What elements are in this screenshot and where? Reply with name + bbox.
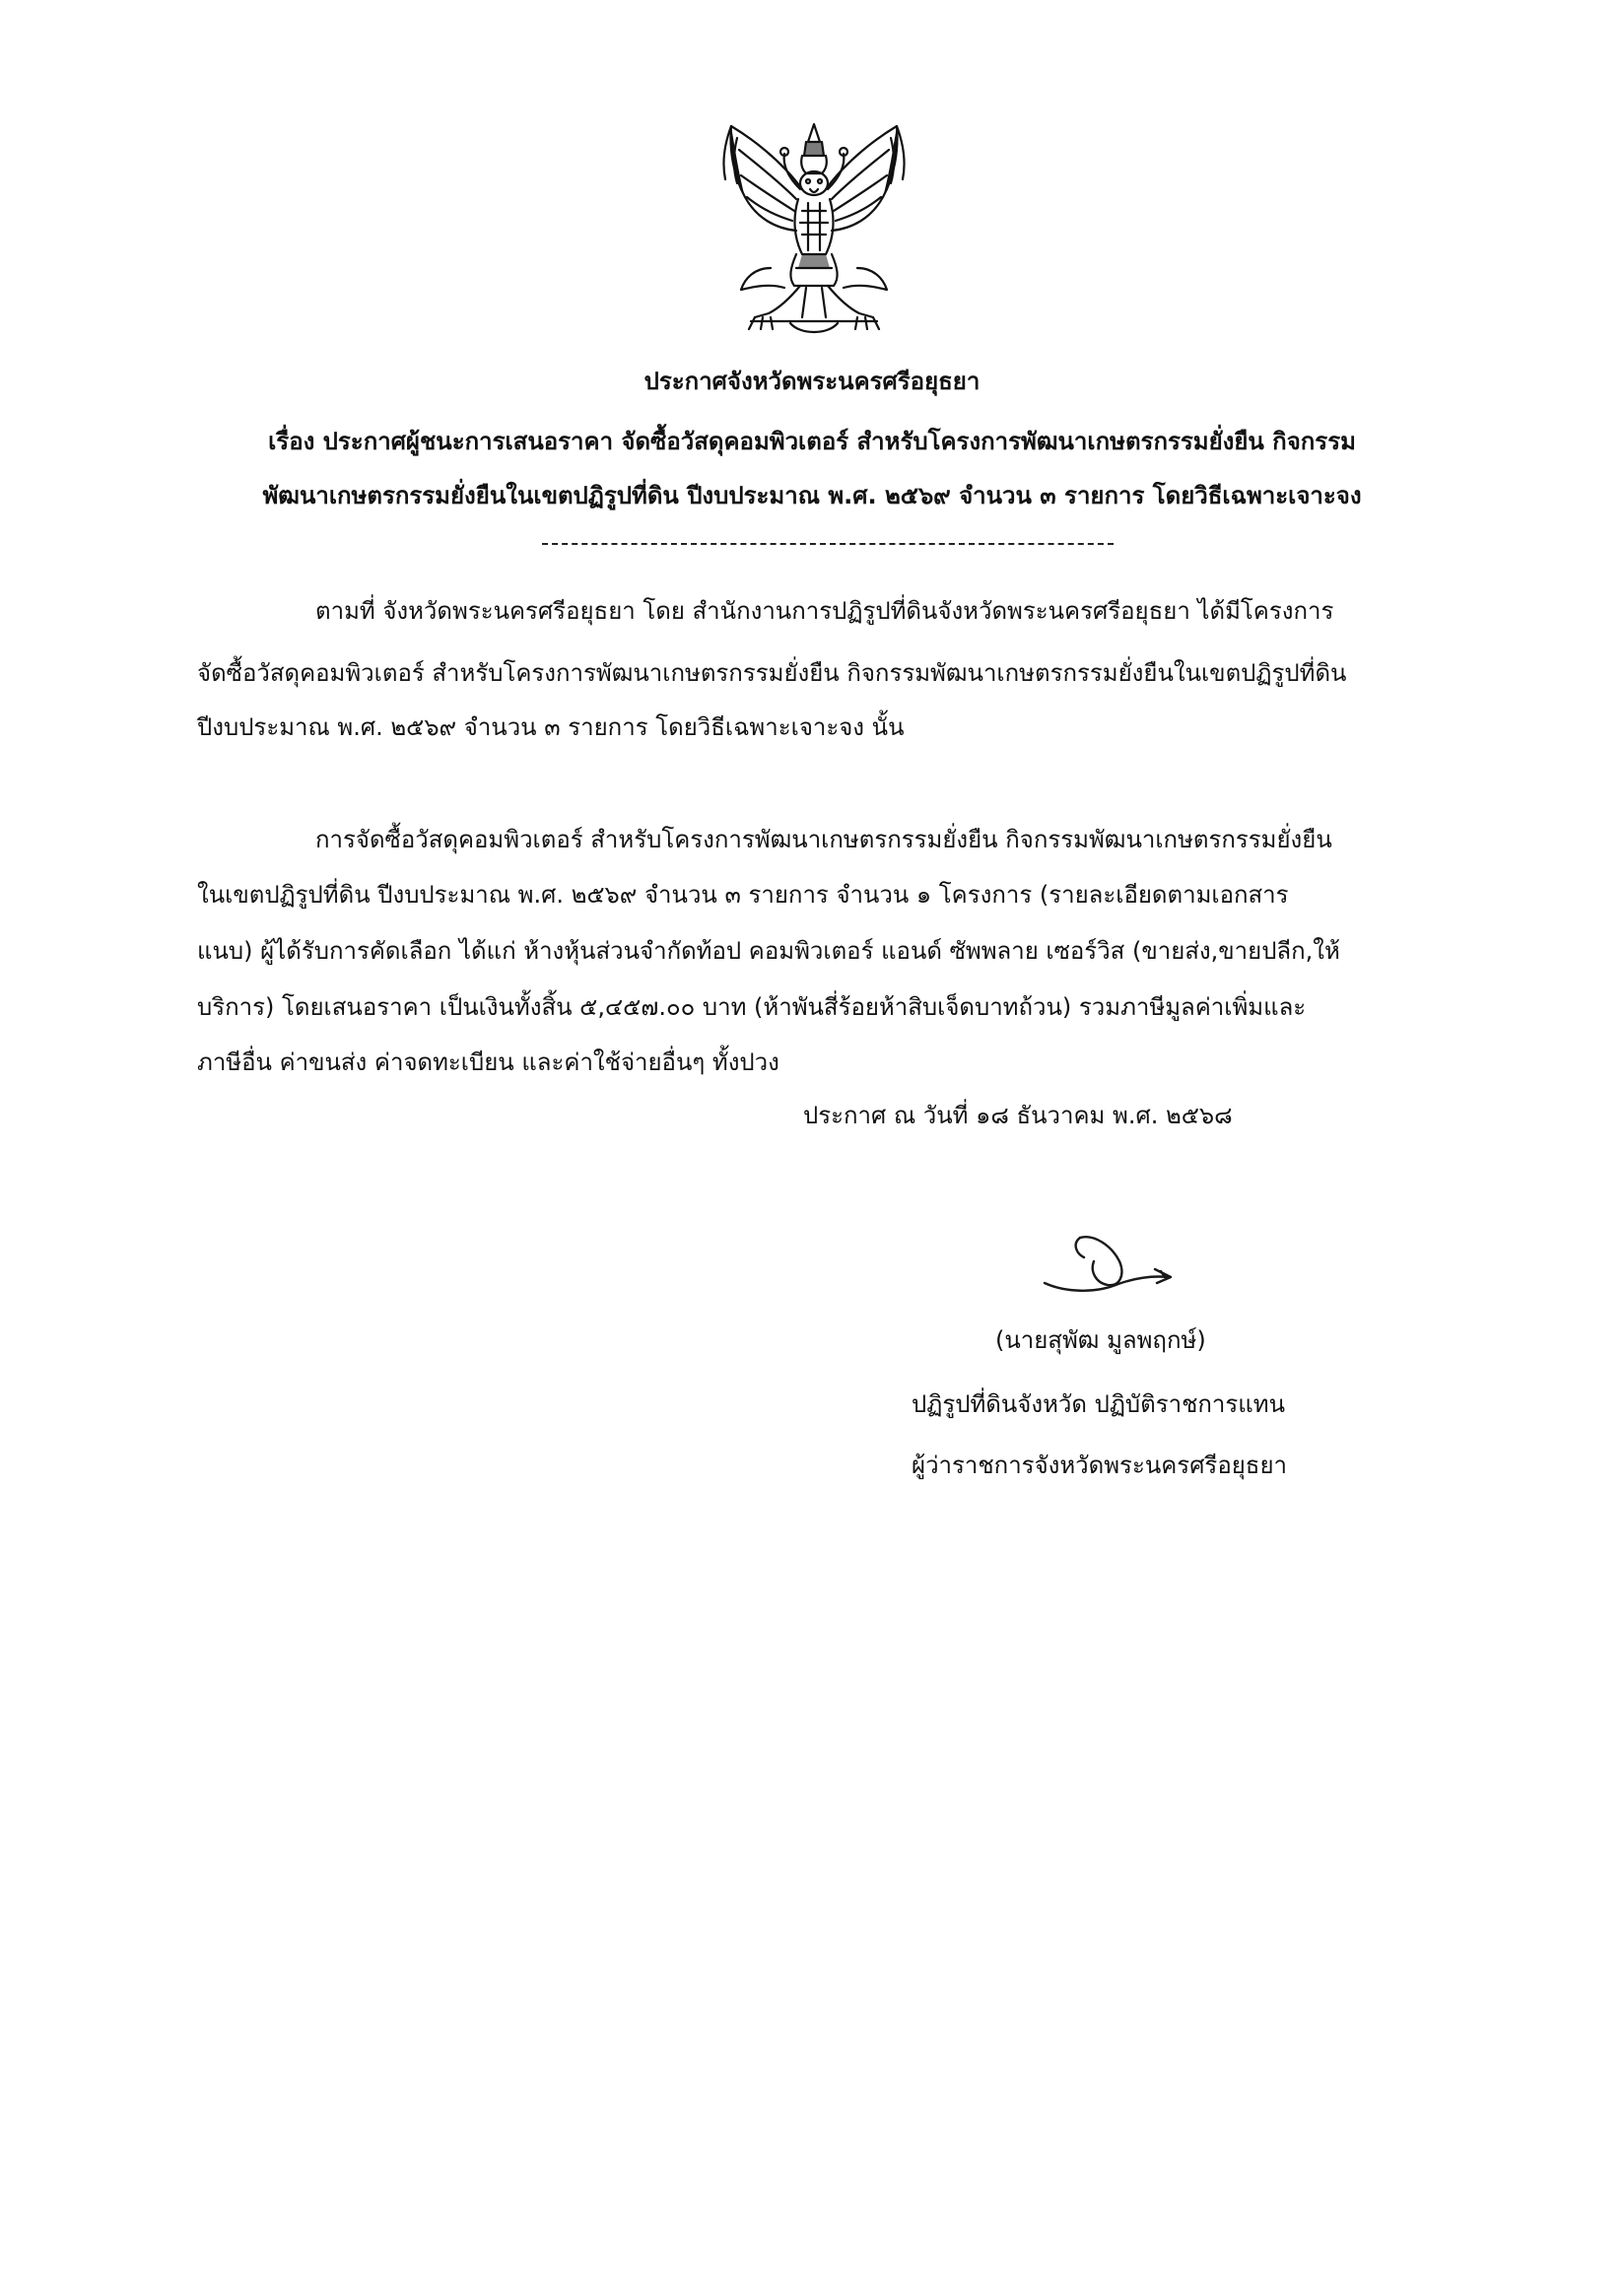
paragraph-2-line-3: แนบ) ผู้ได้รับการคัดเลือก ได้แก่ ห้างหุ้นส่วนจำกัดท้อป คอมพิวเตอร์ แอนด์ ซัพพลาย เซอร์วิส (ขายส่ง,ขายปลีก,ให้ [197, 937, 1340, 965]
paragraph-2-line-5: ภาษีอื่น ค่าขนส่ง ค่าจดทะเบียน และค่าใช้จ่ายอื่นๆ ทั้งปวง [197, 1048, 779, 1076]
paragraph-1-line-2: จัดซื้อวัสดุคอมพิวเตอร์ สำหรับโครงการพัฒนาเกษตรกรรมยั่งยืน กิจกรรมพัฒนาเกษตรกรรมยั่งยืนในเขตปฏิรูปที่ดิน [197, 659, 1347, 687]
subject-line-1: เรื่อง ประกาศผู้ชนะการเสนอราคา จัดซื้อวัสดุคอมพิวเตอร์ สำหรับโครงการพัฒนาเกษตรกรรมยั่งยืน กิจกรรม [268, 428, 1356, 455]
signatory-position-1: ปฏิรูปที่ดินจังหวัด ปฏิบัติราชการแทน [912, 1390, 1285, 1418]
announcement-date: ประกาศ ณ วันที่ ๑๘ ธันวาคม พ.ศ. ๒๕๖๘ [803, 1102, 1233, 1129]
paragraph-2-line-4: บริการ) โดยเสนอราคา เป็นเงินทั้งสิ้น ๕,๔๕๗.๐๐ บาท (ห้าพันสี่ร้อยห้าสิบเจ็ดบาทถ้วน) รวมภาษีมูลค่าเพิ่มและ [197, 993, 1307, 1021]
paragraph-2-line-2: ในเขตปฏิรูปที่ดิน ปีงบประมาณ พ.ศ. ๒๕๖๙ จำนวน ๓ รายการ จำนวน ๑ โครงการ (รายละเอียดตามเอกสาร [197, 881, 1289, 909]
paragraph-2-line-1: การจัดซื้อวัสดุคอมพิวเตอร์ สำหรับโครงการพัฒนาเกษตรกรรมยั่งยืน กิจกรรมพัฒนาเกษตรกรรมยั่งยืน [315, 826, 1332, 853]
paragraph-1-line-3: ปีงบประมาณ พ.ศ. ๒๕๖๙ จำนวน ๓ รายการ โดยวิธีเฉพาะเจาะจง นั้น [197, 713, 905, 741]
handwritten-signature [1037, 1232, 1184, 1311]
paragraph-1-line-1: ตามที่ จังหวัดพระนครศรีอยุธยา โดย สำนักงานการปฏิรูปที่ดินจังหวัดพระนครศรีอยุธยา ได้มีโครงการ [315, 597, 1334, 625]
garuda-emblem [711, 120, 916, 339]
announcement-title: ประกาศจังหวัดพระนครศรีอยุธยา [643, 368, 981, 395]
signatory-name: (นายสุพัฒ มูลพฤกษ์) [995, 1326, 1206, 1354]
dashed-divider [542, 543, 1114, 545]
subject-line-2: พัฒนาเกษตรกรรมยั่งยืนในเขตปฏิรูปที่ดิน ปีงบประมาณ พ.ศ. ๒๕๖๙ จำนวน ๓ รายการ โดยวิธีเฉพาะเจาะจง [262, 482, 1362, 509]
signatory-position-2: ผู้ว่าราชการจังหวัดพระนครศรีอยุธยา [912, 1452, 1287, 1479]
